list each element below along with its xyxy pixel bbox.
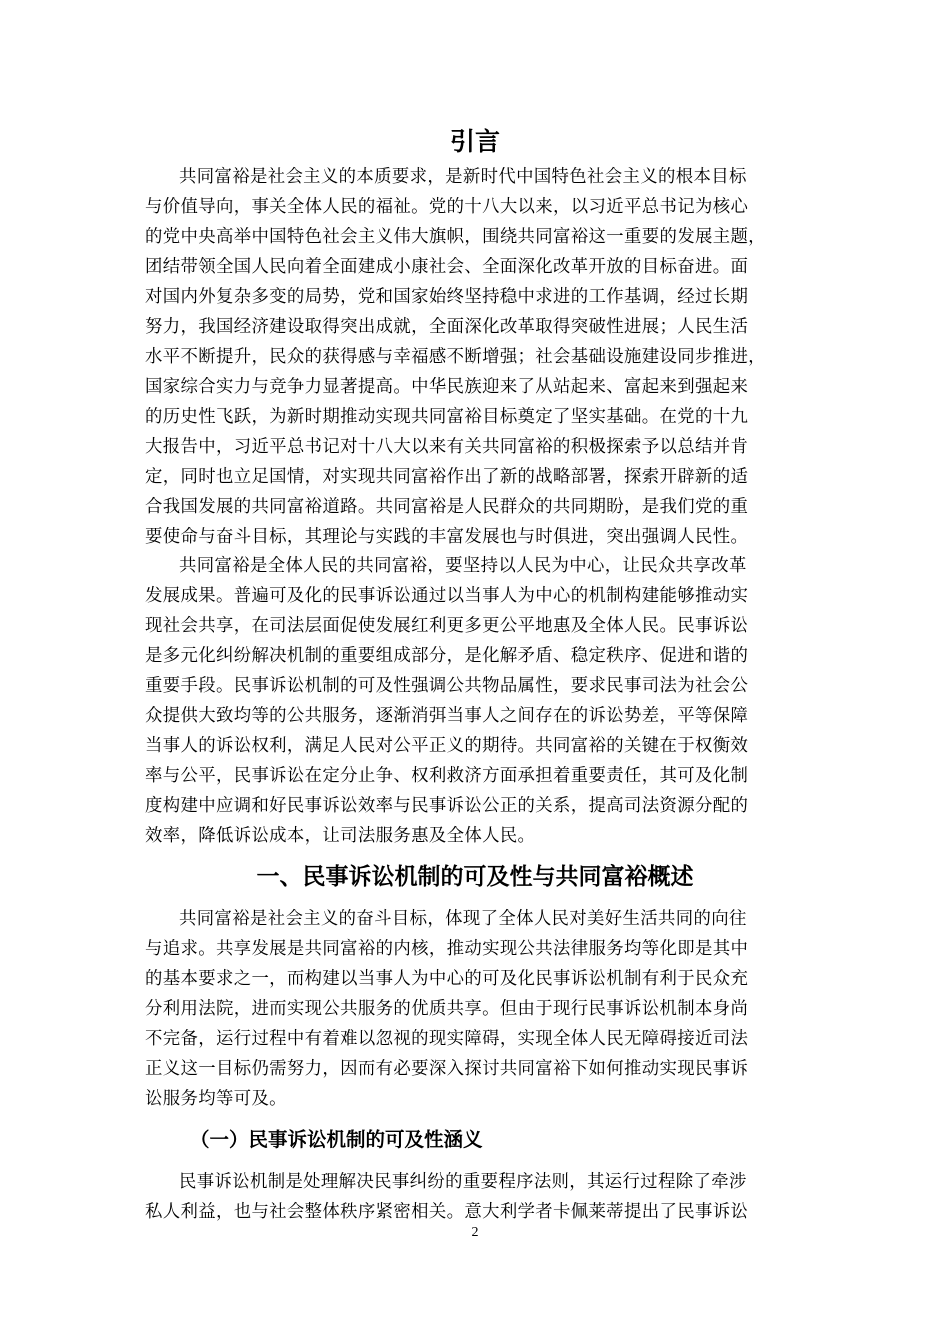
intro-paragraph-1 bbox=[145, 162, 766, 552]
text-line: 共同富裕是全体人民的共同富裕，要坚持以人民为中心，让民众共享改革 bbox=[179, 556, 747, 576]
text-line: 大报告中，习近平总书记对十八大以来有关共同富裕的积极探索予以总结并肯 bbox=[145, 437, 749, 457]
text-line: 水平不断提升，民众的获得感与幸福感不断增强；社会基础设施建设同步推进， bbox=[145, 347, 766, 367]
text-line: 的历史性飞跃，为新时期推动实现共同富裕目标奠定了坚实基础。在党的十九 bbox=[145, 407, 749, 427]
text-line: 发展成果。普遍可及化的民事诉讼通过以当事人为中心的机制构建能够推动实 bbox=[145, 586, 749, 606]
text-line: 要使命与奋斗目标，其理论与实践的丰富发展也与时俱进，突出强调人民性。 bbox=[145, 527, 749, 547]
intro-paragraph-2 bbox=[145, 551, 748, 851]
text-line: 正义这一目标仍需努力，因而有必要深入探讨共同富裕下如何推动实现民事诉 bbox=[145, 1059, 749, 1079]
text-line: 是多元化纠纷解决机制的重要组成部分，是化解矛盾、稳定秩序、促进和谐的 bbox=[145, 646, 749, 666]
text-line: 努力，我国经济建设取得突出成就，全面深化改革取得突破性进展；人民生活 bbox=[145, 317, 749, 337]
text-line: 民事诉讼机制是处理解决民事纠纷的重要程序法则，其运行过程除了牵涉 bbox=[179, 1172, 747, 1192]
text-line: 讼服务均等可及。 bbox=[145, 1089, 287, 1109]
text-line: 效率，降低诉讼成本，让司法服务惠及全体人民。 bbox=[145, 826, 536, 846]
text-line: 分利用法院，进而实现公共服务的优质共享。但由于现行民事诉讼机制本身尚 bbox=[145, 999, 749, 1019]
subsection-1-paragraph bbox=[145, 1167, 748, 1227]
section-1-heading: 一、民事诉讼机制的可及性与共同富裕概述 bbox=[256, 864, 694, 890]
page-number: 2 bbox=[471, 1225, 479, 1240]
text-line: 当事人的诉讼权利，满足人民对公平正义的期待。共同富裕的关键在于权衡效 bbox=[145, 736, 749, 756]
text-line: 现社会共享，在司法层面促使发展红利更多更公平地惠及全体人民。民事诉讼 bbox=[145, 616, 749, 636]
text-line: 对国内外复杂多变的局势，党和国家始终坚持稳中求进的工作基调，经过长期 bbox=[145, 287, 749, 307]
text-line: 的党中央高举中国特色社会主义伟大旗帜，围绕共同富裕这一重要的发展主题， bbox=[145, 227, 766, 247]
text-line: 重要手段。民事诉讼机制的可及性强调公共物品属性，要求民事司法为社会公 bbox=[145, 676, 749, 696]
text-line: 共同富裕是社会主义的本质要求，是新时代中国特色社会主义的根本目标 bbox=[179, 167, 747, 187]
text-line: 度构建中应调和好民事诉讼效率与民事诉讼公正的关系，提高司法资源分配的 bbox=[145, 796, 749, 816]
text-line: 不完备，运行过程中有着难以忽视的现实障碍，实现全体人民无障碍接近司法 bbox=[145, 1029, 749, 1049]
section-1-paragraph bbox=[145, 904, 748, 1114]
intro-heading: 引言 bbox=[449, 127, 500, 156]
text-line: 众提供大致均等的公共服务，逐渐消弭当事人之间存在的诉讼势差，平等保障 bbox=[145, 706, 749, 726]
text-line: 共同富裕是社会主义的奋斗目标，体现了全体人民对美好生活共同的向往 bbox=[179, 909, 747, 929]
text-line: 定，同时也立足国情，对实现共同富裕作出了新的战略部署，探索开辟新的适 bbox=[145, 467, 749, 487]
text-line: 团结带领全国人民向着全面建成小康社会、全面深化改革开放的目标奋进。面 bbox=[145, 257, 749, 277]
text-line: 与追求。共享发展是共同富裕的内核，推动实现公共法律服务均等化即是其中 bbox=[145, 939, 749, 959]
subsection-1-heading: （一）民事诉讼机制的可及性涵义 bbox=[190, 1128, 483, 1151]
text-line: 合我国发展的共同富裕道路。共同富裕是人民群众的共同期盼，是我们党的重 bbox=[145, 497, 749, 517]
text-line: 的基本要求之一，而构建以当事人为中心的可及化民事诉讼机制有利于民众充 bbox=[145, 969, 749, 989]
text-line: 私人利益，也与社会整体秩序紧密相关。意大利学者卡佩莱蒂提出了民事诉讼 bbox=[145, 1202, 749, 1222]
text-line: 与价值导向，事关全体人民的福祉。党的十八大以来，以习近平总书记为核心 bbox=[145, 197, 749, 217]
text-line: 率与公平，民事诉讼在定分止争、权利救济方面承担着重要责任，其可及化制 bbox=[145, 766, 749, 786]
text-line: 国家综合实力与竞争力显著提高。中华民族迎来了从站起来、富起来到强起来 bbox=[145, 377, 749, 397]
